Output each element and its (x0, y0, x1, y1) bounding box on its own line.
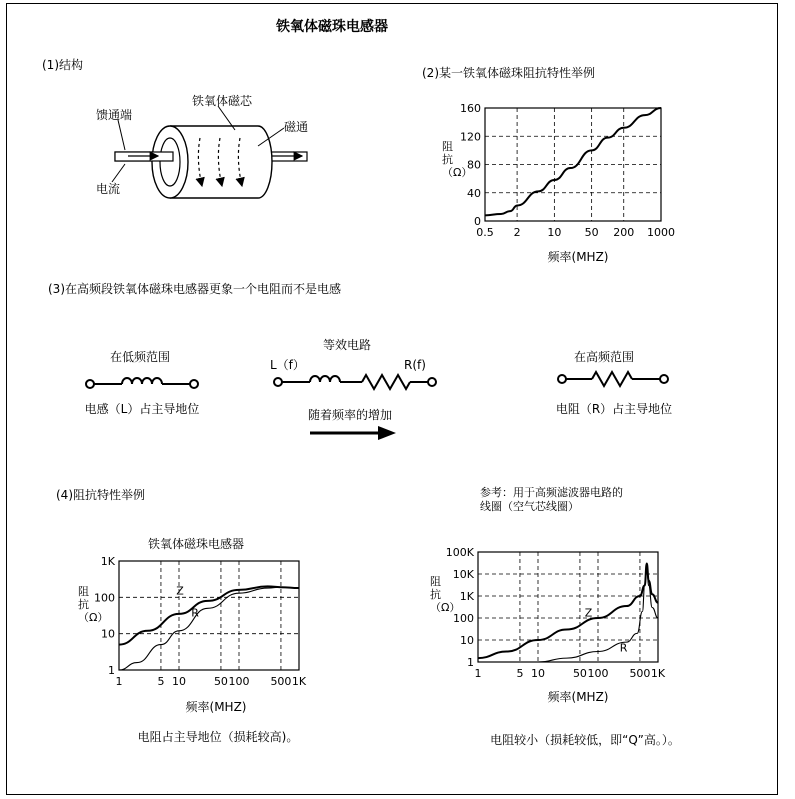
chart4-xlabel: 频率(MHZ) (547, 690, 609, 704)
x-tick-label: 500 (629, 667, 651, 680)
y-tick-label: 80 (467, 158, 481, 172)
inductor-f-label: L（f） (270, 358, 305, 372)
x-tick-label: 500 (270, 675, 292, 688)
x-tick-label: 10 (531, 667, 545, 680)
chart3-xlabel: 频率(MHZ) (185, 700, 247, 714)
y-tick-label: 1 (467, 656, 474, 669)
series-label-Z: Z (584, 606, 593, 620)
high-caption: 电阻（R）占主导地位 (555, 402, 673, 416)
equivalent-circuit-label: 等效电路 (322, 338, 372, 352)
y-tick-label: 40 (467, 186, 481, 200)
x-tick-label: 100 (587, 667, 609, 680)
x-tick-label: 200 (613, 226, 635, 239)
plot-area (478, 552, 658, 662)
x-tick-label: 5 (516, 667, 524, 680)
section1-heading: (1)结构 (42, 58, 83, 72)
y-tick-label: 100K (445, 546, 474, 559)
x-tick-label: 10 (547, 226, 562, 239)
low-range-label: 在低频范围 (109, 350, 171, 364)
section3-heading: (3)在高频段铁氧体磁珠电感器更象一个电阻而不是电感 (48, 282, 342, 296)
reference-note-line1: 参考：用于高频滤波器电路的 (480, 486, 623, 499)
y-tick-label: 1K (459, 590, 474, 603)
chart4-ylabel: 阻抗（Ω） (430, 575, 461, 614)
left-chart-caption: 电阻占主导地位（损耗较高)。 (137, 730, 299, 744)
feedthrough-label: 馈通端 (96, 108, 133, 122)
section2-heading: (2)某一铁氧体磁珠阻抗特性举例 (422, 66, 595, 80)
current-label: 电流 (96, 182, 121, 196)
x-tick-label: 50 (584, 226, 599, 239)
x-tick-label: 1 (115, 675, 123, 688)
x-tick-label: 1 (474, 667, 482, 680)
x-tick-label: 50 (213, 675, 228, 688)
chart3-ylabel: 阻抗（Ω） (78, 585, 109, 624)
x-tick-label: 1000 (647, 226, 675, 239)
y-tick-label: 1K (100, 555, 115, 568)
y-tick-label: 100 (94, 591, 115, 605)
flux-label: 磁通 (284, 120, 309, 134)
y-tick-label: 100 (453, 612, 474, 625)
low-caption: 电感（L）占主导地位 (84, 402, 200, 416)
series-label-R: R (191, 606, 199, 620)
x-tick-label: 1K (291, 675, 307, 688)
x-tick-label: 0.5 (476, 226, 494, 239)
chart2-ylabel: 阻抗（Ω） (442, 140, 473, 179)
x-tick-label: 2 (513, 226, 521, 239)
y-tick-label: 160 (460, 102, 481, 115)
series-label-Z: Z (176, 584, 184, 598)
left-chart-title: 铁氧体磁珠电感器 (147, 537, 245, 551)
high-range-label: 在高频范围 (573, 350, 635, 364)
page-title: 铁氧体磁珠电感器 (276, 19, 388, 35)
right-chart-caption: 电阻较小（损耗较低，即“Q”高。）。 (490, 733, 680, 747)
section4-heading: (4)阻抗特性举例 (56, 488, 145, 502)
y-tick-label: 0 (474, 215, 481, 228)
chart2-xlabel: 频率(MHZ) (547, 250, 609, 264)
reference-note-line2: 线圈（空气芯线圈） (480, 500, 579, 513)
x-tick-label: 100 (228, 675, 250, 688)
y-tick-label: 120 (460, 130, 481, 144)
resistor-f-label: R(f) (404, 358, 426, 372)
x-tick-label: 1K (650, 667, 666, 680)
series-label-R: R (619, 641, 628, 655)
y-tick-label: 1 (108, 664, 115, 677)
core-label: 铁氧体磁芯 (192, 94, 253, 108)
x-tick-label: 50 (572, 667, 587, 680)
y-tick-label: 10K (452, 568, 474, 581)
increase-label: 随着频率的增加 (307, 408, 393, 422)
x-tick-label: 10 (172, 675, 186, 688)
x-tick-label: 5 (157, 675, 165, 688)
y-tick-label: 10 (101, 627, 115, 641)
y-tick-label: 10 (460, 634, 474, 647)
